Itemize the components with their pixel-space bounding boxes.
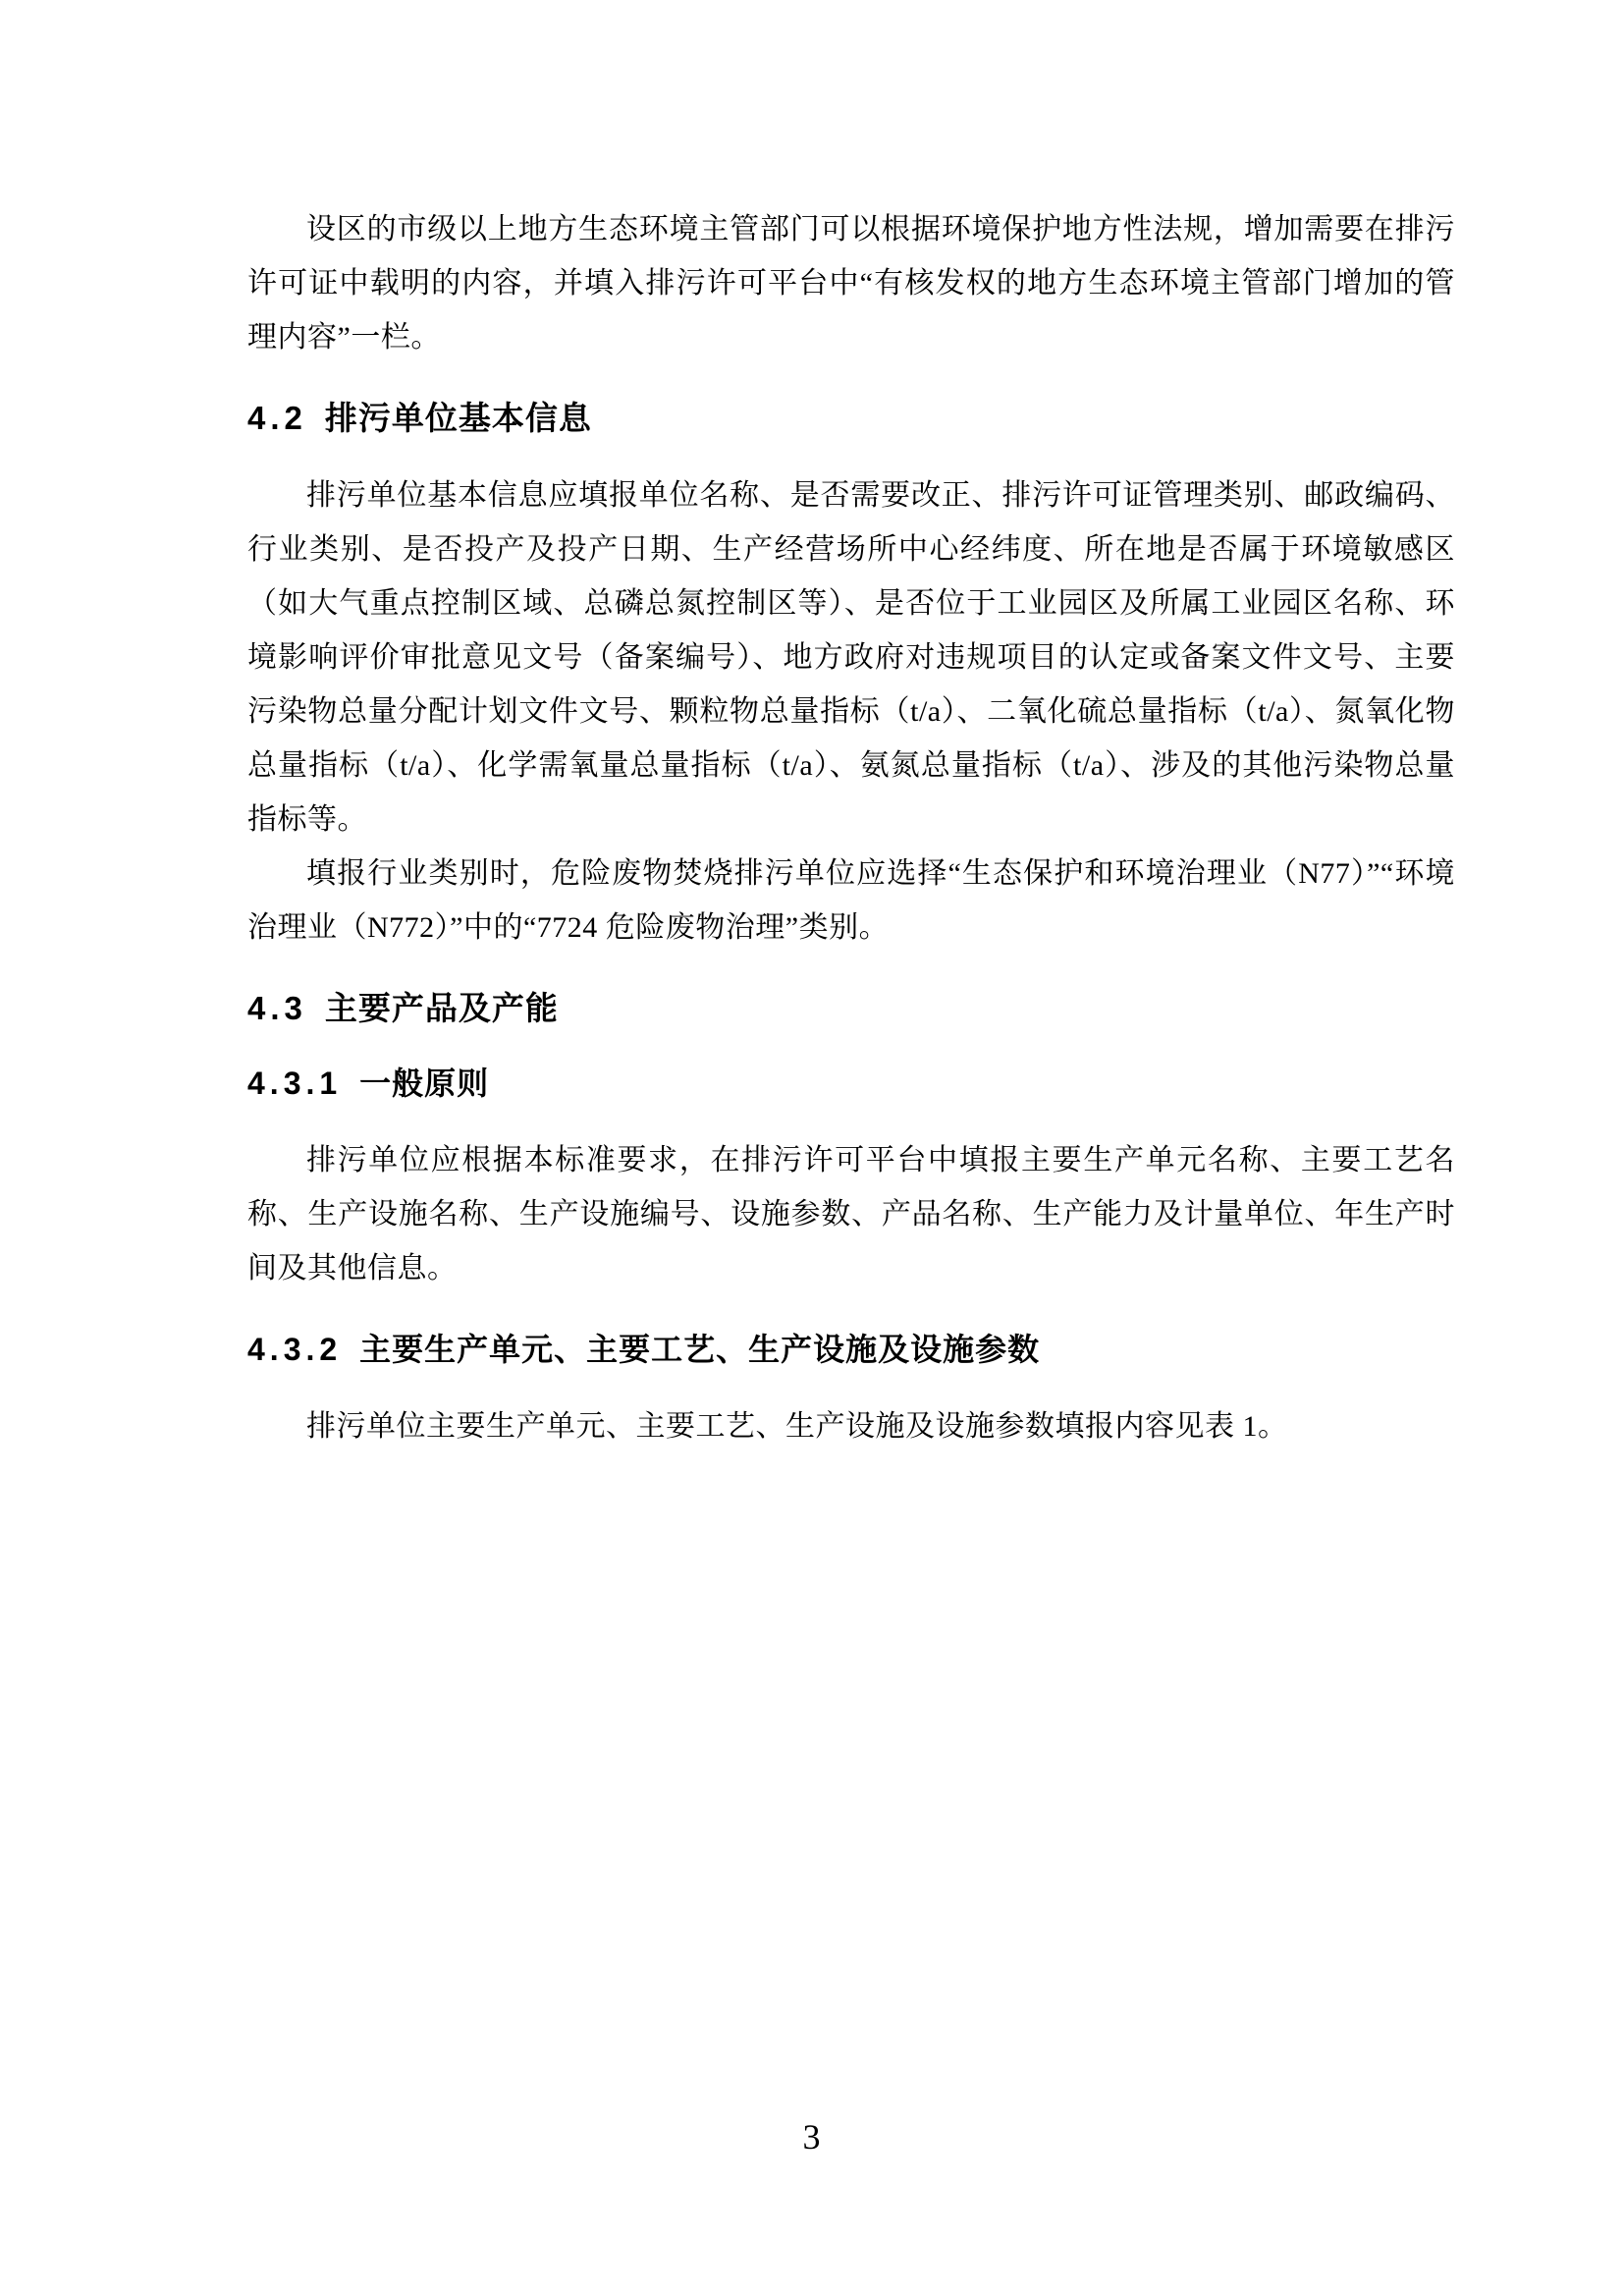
heading-4-3-1-number: 4.3.1 <box>247 1066 343 1101</box>
paragraph-basic-info: 排污单位基本信息应填报单位名称、是否需要改正、排污许可证管理类别、邮政编码、行业类别、是否投产及投产日期、生产经营场所中心经纬度、所在地是否属于环境敏感区（如大气重点控制区域、总磷总氮控制区等）、是否位于工业园区及所属工业园区名称、环境影响评价审批意见文号（备案编号）、地方政府对违规项目的认定或备案文件文号、主要污染物总量分配计划文件文号、颗粒物总量指标（t/a）、二氧化硫总量指标（t/a）、氮氧化物总量指标（t/a）、化学需氧量总量指标（t/a）、氨氮总量指标（t/a）、涉及的其他污染物总量指标等。 <box>247 479 1455 836</box>
paragraph-general-principle: 排污单位应根据本标准要求，在排污许可平台中填报主要生产单元名称、主要工艺名称、生产设施名称、生产设施编号、设施参数、产品名称、生产能力及计量单位、年生产时间及其他信息。 <box>247 1144 1455 1285</box>
paragraph-industry-category: 填报行业类别时，危险废物焚烧排污单位应选择“生态保护和环境治理业（N77）”“环境治理业（N772）”中的“7724 危险废物治理”类别。 <box>247 857 1455 944</box>
heading-4-3 <box>247 988 1455 1029</box>
heading-4-3-number: 4.3 <box>247 990 307 1026</box>
page-number: 3 <box>802 2117 821 2157</box>
heading-4-3-2-number: 4.3.2 <box>247 1332 343 1367</box>
paragraph-local-regulations: 设区的市级以上地方生态环境主管部门可以根据环境保护地方性法规，增加需要在排污许可证中载明的内容，并填入排污许可平台中“有核发权的地方生态环境主管部门增加的管理内容”一栏。 <box>247 213 1455 354</box>
document-body <box>247 202 1455 1453</box>
heading-4-2-number: 4.2 <box>247 400 307 436</box>
heading-4-3-2 <box>247 1329 1455 1370</box>
heading-4-3-2-title: 主要生产单元、主要工艺、生产设施及设施参数 <box>359 1332 1041 1367</box>
heading-4-2-title: 排污单位基本信息 <box>324 400 592 436</box>
heading-4-2 <box>247 398 1455 439</box>
paragraph-table-reference: 排污单位主要生产单元、主要工艺、生产设施及设施参数填报内容见表 1。 <box>306 1410 1288 1443</box>
heading-4-3-1-title: 一般原则 <box>359 1066 490 1101</box>
heading-4-3-title: 主要产品及产能 <box>324 990 559 1026</box>
heading-4-3-1 <box>247 1063 1455 1104</box>
